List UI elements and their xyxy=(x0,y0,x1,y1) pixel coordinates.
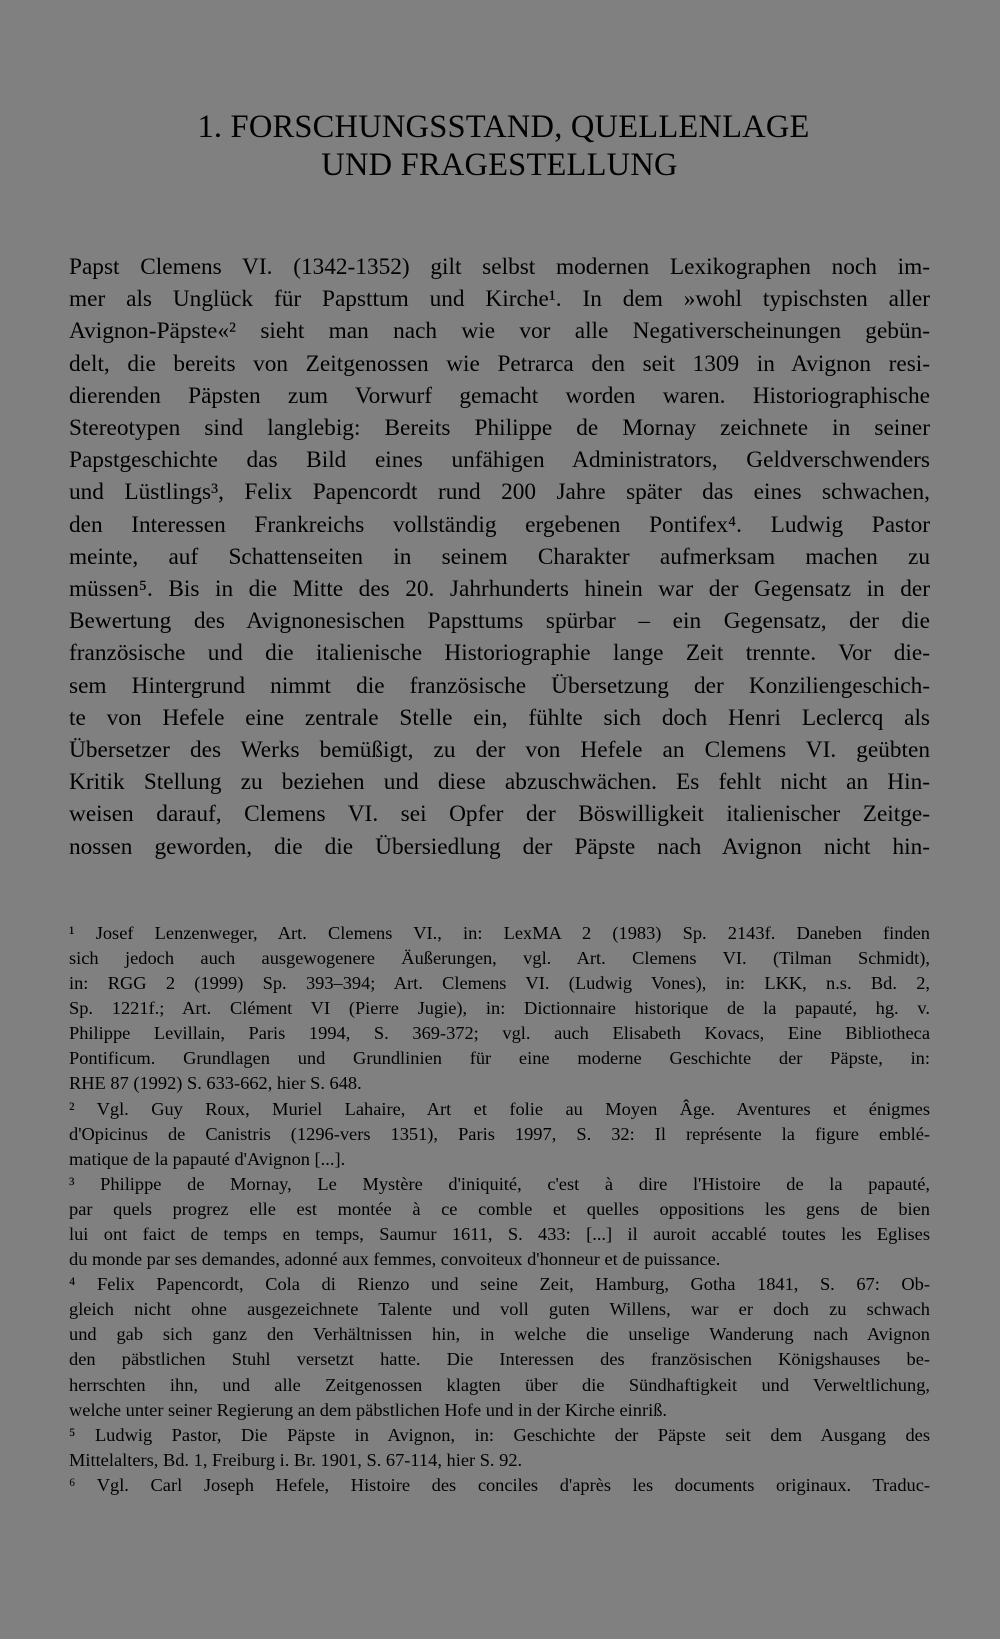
body-text xyxy=(69,251,930,863)
footnote-line: in: RGG 2 (1999) Sp. 393–394; Art. Clemens VI. (Ludwig Vones), in: LKK, n.s. Bd. 2, xyxy=(69,973,930,994)
footnote-line: welche unter seiner Regierung an dem päbstlichen Hofe und in der Kirche einriß. xyxy=(69,1399,667,1420)
footnote-line: par quels progrez elle est montée à ce comble et quelles oppositions les gens de bien xyxy=(69,1198,930,1219)
footnote-line: RHE 87 (1992) S. 633-662, hier S. 648. xyxy=(69,1073,362,1094)
body-line: meinte, auf Schattenseiten in seinem Charakter aufmerksam machen zu xyxy=(69,543,930,570)
body-line: sem Hintergrund nimmt die französische Übersetzung der Konziliengeschich- xyxy=(69,672,930,699)
body-line: delt, die bereits von Zeitgenossen wie Petrarca den seit 1309 in Avignon resi- xyxy=(69,350,930,377)
body-line: Papst Clemens VI. (1342-1352) gilt selbst modernen Lexikographen noch im- xyxy=(69,254,930,280)
footnote-line: und gab sich ganz den Verhältnissen hin, in welche die unselige Wanderung nach Avignon xyxy=(69,1324,930,1345)
footnote-line: Pontificum. Grundlagen und Grundlinien für eine moderne Geschichte der Päpste, in: xyxy=(69,1048,930,1069)
footnote-line: matique de la papauté d'Avignon [...]. xyxy=(69,1148,346,1169)
body-line: dierenden Päpsten zum Vorwurf gemacht worden waren. Historiographische xyxy=(69,382,930,409)
footnote-line: d'Opicinus de Canistris (1296-vers 1351), Paris 1997, S. 32: Il représente la figure emblé- xyxy=(69,1123,930,1144)
body-line: müssen⁵. Bis in die Mitte des 20. Jahrhunderts hinein war der Gegensatz in der xyxy=(69,576,930,603)
footnote-line: ⁶ Vgl. Carl Joseph Hefele, Histoire des conciles d'après les documents originaux. Traduc- xyxy=(69,1474,930,1495)
footnote-line: du monde par ses demandes, adonné aux femmes, convoiteux d'honneur et de puissance. xyxy=(69,1249,721,1270)
footnote-line: Sp. 1221f.; Art. Clément VI (Pierre Jugie), in: Dictionnaire historique de la papauté, hg. v. xyxy=(69,998,930,1019)
body-line: Bewertung des Avignonesischen Papsttums spürbar – ein Gegensatz, der die xyxy=(69,608,930,635)
chapter-heading-line: 1. FORSCHUNGSSTAND, QUELLENLAGE xyxy=(197,109,810,145)
footnote-line: gleich nicht ohne ausgezeichnete Talente und voll guten Willens, war er doch zu schwach xyxy=(69,1299,930,1320)
footnote-line: den päbstlichen Stuhl versetzt hatte. Die Interessen des französischen Königshauses be- xyxy=(69,1349,930,1370)
footnote-line: ³ Philippe de Mornay, Le Mystère d'iniquité, c'est à dire l'Histoire de la papauté, xyxy=(69,1173,930,1194)
footnote-line: herrschten ihn, und alle Zeitgenossen klagten über die Sündhaftigkeit und Verweltlichung, xyxy=(69,1374,930,1395)
body-line: Kritik Stellung zu beziehen und diese abzuschwächen. Es fehlt nicht an Hin- xyxy=(69,769,930,796)
footnote-line: lui ont faict de temps en temps, Saumur 1611, S. 433: [...] il auroit accablé toutes les Eglises xyxy=(69,1223,930,1244)
body-line: den Interessen Frankreichs vollständig ergebenen Pontifex⁴. Ludwig Pastor xyxy=(69,511,930,538)
body-line: te von Hefele eine zentrale Stelle ein, fühlte sich doch Henri Leclercq als xyxy=(69,704,930,731)
chapter-heading-line: UND FRAGESTELLUNG xyxy=(321,147,678,183)
body-line: mer als Unglück für Papsttum und Kirche¹. In dem »wohl typischsten aller xyxy=(69,286,930,313)
body-line: nossen geworden, die die Übersiedlung der Päpste nach Avignon nicht hin- xyxy=(69,833,930,860)
body-line: französische und die italienische Historiographie lange Zeit trennte. Vor die- xyxy=(69,640,930,667)
footnotes xyxy=(69,921,930,1498)
body-line: Übersetzer des Werks bemüßigt, zu der von Hefele an Clemens VI. geübten xyxy=(69,737,930,764)
footnote-line: ¹ Josef Lenzenweger, Art. Clemens VI., in: LexMA 2 (1983) Sp. 2143f. Daneben finden xyxy=(69,922,930,943)
body-line: Stereotypen sind langlebig: Bereits Philippe de Mornay zeichnete in seiner xyxy=(69,415,930,442)
footnote-line: ⁴ Felix Papencordt, Cola di Rienzo und seine Zeit, Hamburg, Gotha 1841, S. 67: Ob- xyxy=(69,1274,930,1295)
footnote-line: Mittelalters, Bd. 1, Freiburg i. Br. 1901, S. 67-114, hier S. 92. xyxy=(69,1449,523,1470)
body-line: weisen darauf, Clemens VI. sei Opfer der Böswilligkeit italienischer Zeitge- xyxy=(69,801,930,828)
chapter-heading xyxy=(69,0,930,184)
footnote-line: ² Vgl. Guy Roux, Muriel Lahaire, Art et folie au Moyen Âge. Aventures et énigmes xyxy=(69,1098,930,1119)
footnote-line: ⁵ Ludwig Pastor, Die Päpste in Avignon, in: Geschichte der Päpste seit dem Ausgang des xyxy=(69,1424,930,1445)
footnote-line: Philippe Levillain, Paris 1994, S. 369-372; vgl. auch Elisabeth Kovacs, Eine Bibliotheca xyxy=(69,1023,930,1044)
body-line: Papstgeschichte das Bild eines unfähigen Administrators, Geldverschwenders xyxy=(69,447,930,474)
body-line: und Lüstlings³, Felix Papencordt rund 200 Jahre später das eines schwachen, xyxy=(69,479,930,506)
footnote-line: sich jedoch auch ausgewogenere Äußerungen, vgl. Art. Clemens VI. (Tilman Schmidt), xyxy=(69,947,930,968)
body-line: Avignon-Päpste«² sieht man nach wie vor alle Negativerscheinungen gebün- xyxy=(69,318,930,345)
